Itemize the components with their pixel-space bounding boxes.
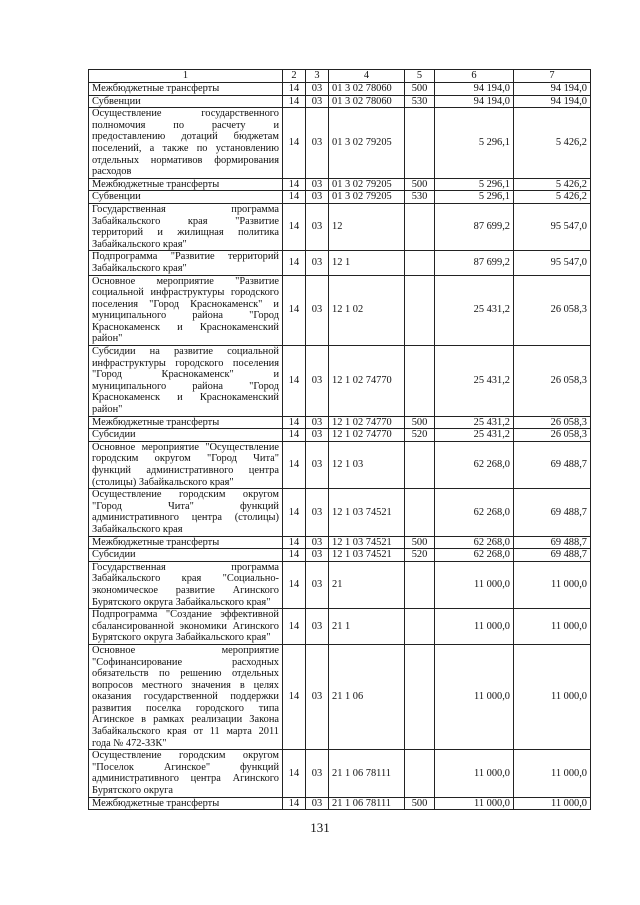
table-row	[89, 108, 591, 179]
amount-year-1-cell: 11 000,0	[435, 750, 514, 797]
section-code-cell: 14	[283, 203, 306, 250]
table-row	[89, 549, 591, 562]
section-code-cell: 14	[283, 346, 306, 417]
row-name-cell: Субвенции	[89, 95, 283, 108]
column-header: 2	[283, 70, 306, 83]
row-name-cell: Основное мероприятие "Софинансирование расходных обязательств по решению отдельных вопросов местного значения в целях оказания государственной поддержки развития поселка городского типа Агинское в рамках реализации Закона Забайкальского края от 11 марта 2011 года № 472-ЗЗК"	[89, 644, 283, 749]
target-article-cell: 21 1 06 78111	[329, 797, 405, 810]
section-code-cell: 14	[283, 429, 306, 442]
subsection-code-cell: 03	[306, 441, 329, 488]
row-name-cell: Межбюджетные трансферты	[89, 416, 283, 429]
expense-type-cell	[405, 251, 435, 275]
row-name-cell: Субсидии на развитие социальной инфраструктуры городского поселения "Город Краснокаменск" и муниципального района "Город Краснокаменск и Краснокаменский район"	[89, 346, 283, 417]
amount-year-1-cell: 94 194,0	[435, 95, 514, 108]
row-name-cell: Межбюджетные трансферты	[89, 797, 283, 810]
amount-year-1-cell: 94 194,0	[435, 83, 514, 96]
column-header: 6	[435, 70, 514, 83]
row-name-cell: Осуществление городским округом "Город Чита" функций административного центра (столицы) Забайкальского края	[89, 489, 283, 536]
table-row	[89, 203, 591, 250]
amount-year-1-cell: 11 000,0	[435, 561, 514, 608]
amount-year-2-cell: 95 547,0	[514, 203, 591, 250]
row-name-cell: Государственная программа Забайкальского края "Социально-экономическое развитие Агинского Бурятского округа Забайкальского края"	[89, 561, 283, 608]
section-code-cell: 14	[283, 536, 306, 549]
table-row	[89, 797, 591, 810]
subsection-code-cell: 03	[306, 203, 329, 250]
row-name-cell: Подпрограмма "Создание эффективной сбалансированной экономики Агинского Бурятского округа Забайкальского края"	[89, 609, 283, 645]
subsection-code-cell: 03	[306, 644, 329, 749]
section-code-cell: 14	[283, 549, 306, 562]
subsection-code-cell: 03	[306, 178, 329, 191]
subsection-code-cell: 03	[306, 346, 329, 417]
row-name-cell: Подпрограмма "Развитие территорий Забайкальского края"	[89, 251, 283, 275]
table-row	[89, 416, 591, 429]
target-article-cell: 01 3 02 79205	[329, 191, 405, 204]
amount-year-1-cell: 11 000,0	[435, 609, 514, 645]
section-code-cell: 14	[283, 561, 306, 608]
table-row	[89, 536, 591, 549]
amount-year-1-cell: 62 268,0	[435, 536, 514, 549]
section-code-cell: 14	[283, 95, 306, 108]
expense-type-cell	[405, 275, 435, 346]
subsection-code-cell: 03	[306, 416, 329, 429]
target-article-cell: 01 3 02 78060	[329, 95, 405, 108]
table-row	[89, 275, 591, 346]
subsection-code-cell: 03	[306, 275, 329, 346]
subsection-code-cell: 03	[306, 609, 329, 645]
amount-year-2-cell: 11 000,0	[514, 797, 591, 810]
table-row	[89, 750, 591, 797]
target-article-cell: 21	[329, 561, 405, 608]
expense-type-cell	[405, 346, 435, 417]
table-row	[89, 609, 591, 645]
expense-type-cell: 530	[405, 191, 435, 204]
column-header: 1	[89, 70, 283, 83]
amount-year-1-cell: 62 268,0	[435, 441, 514, 488]
expense-type-cell	[405, 750, 435, 797]
target-article-cell: 01 3 02 78060	[329, 83, 405, 96]
row-name-cell: Межбюджетные трансферты	[89, 536, 283, 549]
amount-year-1-cell: 62 268,0	[435, 489, 514, 536]
section-code-cell: 14	[283, 644, 306, 749]
subsection-code-cell: 03	[306, 95, 329, 108]
section-code-cell: 14	[283, 108, 306, 179]
target-article-cell: 12 1	[329, 251, 405, 275]
subsection-code-cell: 03	[306, 251, 329, 275]
table-row	[89, 441, 591, 488]
row-name-cell: Межбюджетные трансферты	[89, 83, 283, 96]
page-number: 131	[310, 820, 330, 835]
amount-year-1-cell: 87 699,2	[435, 203, 514, 250]
expense-type-cell: 520	[405, 549, 435, 562]
table-row	[89, 251, 591, 275]
column-header: 5	[405, 70, 435, 83]
amount-year-1-cell: 25 431,2	[435, 429, 514, 442]
amount-year-2-cell: 69 488,7	[514, 441, 591, 488]
row-name-cell: Государственная программа Забайкальского края "Развитие территорий и жилищная политика Забайкальского края"	[89, 203, 283, 250]
amount-year-1-cell: 25 431,2	[435, 275, 514, 346]
table-row	[89, 95, 591, 108]
amount-year-1-cell: 11 000,0	[435, 644, 514, 749]
section-code-cell: 14	[283, 441, 306, 488]
row-name-cell: Субсидии	[89, 429, 283, 442]
amount-year-2-cell: 26 058,3	[514, 429, 591, 442]
section-code-cell: 14	[283, 275, 306, 346]
table-row	[89, 561, 591, 608]
amount-year-1-cell: 5 296,1	[435, 191, 514, 204]
amount-year-1-cell: 11 000,0	[435, 797, 514, 810]
target-article-cell: 12 1 02 74770	[329, 416, 405, 429]
amount-year-1-cell: 87 699,2	[435, 251, 514, 275]
amount-year-2-cell: 26 058,3	[514, 346, 591, 417]
section-code-cell: 14	[283, 416, 306, 429]
section-code-cell: 14	[283, 191, 306, 204]
table-row	[89, 178, 591, 191]
subsection-code-cell: 03	[306, 797, 329, 810]
amount-year-2-cell: 94 194,0	[514, 95, 591, 108]
target-article-cell: 21 1 06 78111	[329, 750, 405, 797]
amount-year-2-cell: 95 547,0	[514, 251, 591, 275]
expense-type-cell: 500	[405, 797, 435, 810]
target-article-cell: 21 1 06	[329, 644, 405, 749]
amount-year-2-cell: 26 058,3	[514, 275, 591, 346]
amount-year-2-cell: 5 426,2	[514, 108, 591, 179]
amount-year-1-cell: 25 431,2	[435, 346, 514, 417]
amount-year-1-cell: 5 296,1	[435, 178, 514, 191]
column-header: 3	[306, 70, 329, 83]
target-article-cell: 12 1 03 74521	[329, 489, 405, 536]
table-row	[89, 489, 591, 536]
table-row	[89, 83, 591, 96]
target-article-cell: 12 1 03 74521	[329, 536, 405, 549]
target-article-cell: 12 1 03	[329, 441, 405, 488]
expense-type-cell: 500	[405, 416, 435, 429]
row-name-cell: Межбюджетные трансферты	[89, 178, 283, 191]
subsection-code-cell: 03	[306, 536, 329, 549]
expense-type-cell: 500	[405, 83, 435, 96]
subsection-code-cell: 03	[306, 489, 329, 536]
subsection-code-cell: 03	[306, 108, 329, 179]
amount-year-2-cell: 26 058,3	[514, 416, 591, 429]
amount-year-2-cell: 11 000,0	[514, 750, 591, 797]
expense-type-cell: 530	[405, 95, 435, 108]
amount-year-2-cell: 11 000,0	[514, 561, 591, 608]
subsection-code-cell: 03	[306, 83, 329, 96]
amount-year-2-cell: 5 426,2	[514, 191, 591, 204]
expense-type-cell	[405, 561, 435, 608]
table-row	[89, 429, 591, 442]
amount-year-2-cell: 69 488,7	[514, 489, 591, 536]
table-row	[89, 346, 591, 417]
subsection-code-cell: 03	[306, 561, 329, 608]
target-article-cell: 12 1 02 74770	[329, 346, 405, 417]
subsection-code-cell: 03	[306, 429, 329, 442]
row-name-cell: Субсидии	[89, 549, 283, 562]
expense-type-cell: 500	[405, 178, 435, 191]
budget-table	[88, 69, 591, 810]
expense-type-cell	[405, 108, 435, 179]
subsection-code-cell: 03	[306, 549, 329, 562]
amount-year-2-cell: 11 000,0	[514, 609, 591, 645]
amount-year-1-cell: 25 431,2	[435, 416, 514, 429]
table-row	[89, 644, 591, 749]
target-article-cell: 01 3 02 79205	[329, 178, 405, 191]
expense-type-cell	[405, 609, 435, 645]
row-name-cell: Осуществление государственного полномочия по расчету и предоставлению дотаций бюджетам поселений, а также по установлению отдельных нормативов формирования расходов	[89, 108, 283, 179]
table-row	[89, 191, 591, 204]
amount-year-2-cell: 69 488,7	[514, 536, 591, 549]
row-name-cell: Субвенции	[89, 191, 283, 204]
expense-type-cell: 520	[405, 429, 435, 442]
amount-year-2-cell: 5 426,2	[514, 178, 591, 191]
target-article-cell: 01 3 02 79205	[329, 108, 405, 179]
amount-year-2-cell: 94 194,0	[514, 83, 591, 96]
expense-type-cell	[405, 441, 435, 488]
section-code-cell: 14	[283, 83, 306, 96]
target-article-cell: 12 1 03 74521	[329, 549, 405, 562]
column-header: 7	[514, 70, 591, 83]
row-name-cell: Основное мероприятие "Развитие социальной инфраструктуры городского поселения "Город Краснокаменск" и муниципального района "Город Краснокаменск и Краснокаменский район"	[89, 275, 283, 346]
expense-type-cell	[405, 644, 435, 749]
section-code-cell: 14	[283, 750, 306, 797]
column-header: 4	[329, 70, 405, 83]
subsection-code-cell: 03	[306, 750, 329, 797]
table-header-row	[89, 70, 591, 83]
subsection-code-cell: 03	[306, 191, 329, 204]
amount-year-1-cell: 62 268,0	[435, 549, 514, 562]
expense-type-cell	[405, 203, 435, 250]
amount-year-1-cell: 5 296,1	[435, 108, 514, 179]
target-article-cell: 12	[329, 203, 405, 250]
row-name-cell: Осуществление городским округом "Поселок Агинское" функций административного центра Агинского Бурятского округа	[89, 750, 283, 797]
section-code-cell: 14	[283, 251, 306, 275]
section-code-cell: 14	[283, 489, 306, 536]
amount-year-2-cell: 69 488,7	[514, 549, 591, 562]
section-code-cell: 14	[283, 178, 306, 191]
amount-year-2-cell: 11 000,0	[514, 644, 591, 749]
target-article-cell: 12 1 02 74770	[329, 429, 405, 442]
expense-type-cell	[405, 489, 435, 536]
expense-type-cell: 500	[405, 536, 435, 549]
section-code-cell: 14	[283, 797, 306, 810]
row-name-cell: Основное мероприятие "Осуществление городским округом "Город Чита" функций административного центра (столицы) Забайкальского края"	[89, 441, 283, 488]
target-article-cell: 21 1	[329, 609, 405, 645]
section-code-cell: 14	[283, 609, 306, 645]
target-article-cell: 12 1 02	[329, 275, 405, 346]
